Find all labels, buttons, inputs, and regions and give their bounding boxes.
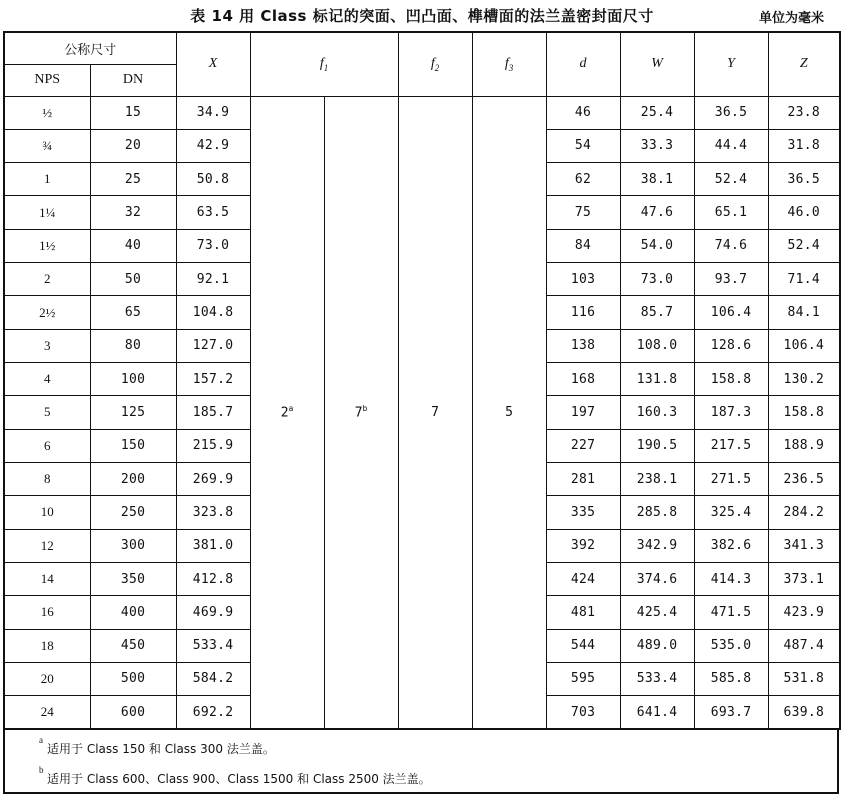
cell-z: 31.8	[768, 129, 840, 162]
cell-nps: 3	[4, 329, 90, 362]
unit-label: 单位为毫米	[758, 11, 824, 26]
cell-d: 62	[546, 163, 620, 196]
header-d: d	[546, 32, 620, 96]
footnote-a-text: 适用于 Class 150 和 Class 300 法兰盖。	[47, 742, 275, 756]
cell-d: 116	[546, 296, 620, 329]
cell-nps: 1¼	[4, 196, 90, 229]
cell-w: 489.0	[620, 629, 694, 662]
cell-dn: 450	[90, 629, 176, 662]
cell-dn: 150	[90, 429, 176, 462]
cell-w: 342.9	[620, 529, 694, 562]
header-f3-subscript: 3	[508, 62, 514, 73]
cell-w: 131.8	[620, 363, 694, 396]
header-nps: NPS	[4, 64, 90, 96]
footnote-b	[39, 765, 431, 787]
f3-value	[472, 96, 546, 729]
cell-dn: 25	[90, 163, 176, 196]
cell-w: 641.4	[620, 696, 694, 729]
cell-d: 84	[546, 229, 620, 262]
dimension-table	[3, 31, 841, 730]
cell-x: 533.4	[176, 629, 250, 662]
cell-nps: 5	[4, 396, 90, 429]
cell-y: 74.6	[694, 229, 768, 262]
cell-x: 584.2	[176, 662, 250, 695]
cell-z: 46.0	[768, 196, 840, 229]
f2-value	[398, 96, 472, 729]
cell-nps: 12	[4, 529, 90, 562]
cell-x: 269.9	[176, 462, 250, 495]
cell-w: 38.1	[620, 163, 694, 196]
f1-class-150-300-value-text: 2	[280, 405, 289, 421]
cell-z: 487.4	[768, 629, 840, 662]
header-y: Y	[694, 32, 768, 96]
cell-z: 531.8	[768, 662, 840, 695]
cell-x: 50.8	[176, 163, 250, 196]
f1-class-150-300-value	[250, 96, 324, 729]
cell-nps: 10	[4, 496, 90, 529]
cell-nps: 4	[4, 363, 90, 396]
cell-d: 595	[546, 662, 620, 695]
cell-w: 285.8	[620, 496, 694, 529]
cell-nps: 2	[4, 263, 90, 296]
cell-z: 52.4	[768, 229, 840, 262]
cell-y: 128.6	[694, 329, 768, 362]
cell-x: 381.0	[176, 529, 250, 562]
cell-dn: 32	[90, 196, 176, 229]
cell-nps: 2½	[4, 296, 90, 329]
cell-w: 25.4	[620, 96, 694, 129]
cell-z: 158.8	[768, 396, 840, 429]
cell-x: 157.2	[176, 363, 250, 396]
footnote-a	[39, 735, 275, 757]
cell-d: 703	[546, 696, 620, 729]
header-dn: DN	[90, 64, 176, 96]
cell-nps: 24	[4, 696, 90, 729]
f1-class-600-2500-value-footnote-mark: b	[362, 404, 368, 414]
cell-w: 108.0	[620, 329, 694, 362]
cell-d: 227	[546, 429, 620, 462]
header-z: Z	[768, 32, 840, 96]
cell-x: 215.9	[176, 429, 250, 462]
cell-y: 471.5	[694, 596, 768, 629]
footnotes	[3, 728, 839, 794]
cell-z: 71.4	[768, 263, 840, 296]
cell-d: 335	[546, 496, 620, 529]
cell-dn: 80	[90, 329, 176, 362]
cell-dn: 100	[90, 363, 176, 396]
header-f3-symbol: f	[504, 55, 509, 71]
cell-z: 130.2	[768, 363, 840, 396]
cell-w: 73.0	[620, 263, 694, 296]
cell-y: 93.7	[694, 263, 768, 296]
cell-d: 168	[546, 363, 620, 396]
cell-z: 106.4	[768, 329, 840, 362]
footnote-b-mark: b	[39, 765, 44, 775]
cell-dn: 125	[90, 396, 176, 429]
cell-x: 92.1	[176, 263, 250, 296]
cell-d: 424	[546, 562, 620, 595]
cell-nps: 1	[4, 163, 90, 196]
cell-w: 33.3	[620, 129, 694, 162]
footnote-b-text: 适用于 Class 600、Class 900、Class 1500 和 Class 2500 法兰盖。	[47, 772, 431, 786]
cell-y: 158.8	[694, 363, 768, 396]
cell-x: 34.9	[176, 96, 250, 129]
cell-x: 185.7	[176, 396, 250, 429]
cell-y: 585.8	[694, 662, 768, 695]
cell-nps: 20	[4, 662, 90, 695]
cell-w: 533.4	[620, 662, 694, 695]
header-f3	[472, 32, 546, 96]
cell-w: 425.4	[620, 596, 694, 629]
cell-z: 188.9	[768, 429, 840, 462]
cell-x: 127.0	[176, 329, 250, 362]
cell-x: 323.8	[176, 496, 250, 529]
cell-z: 284.2	[768, 496, 840, 529]
cell-nps: 6	[4, 429, 90, 462]
cell-dn: 200	[90, 462, 176, 495]
cell-d: 197	[546, 396, 620, 429]
cell-dn: 350	[90, 562, 176, 595]
table-row	[4, 96, 840, 129]
cell-nps: 16	[4, 596, 90, 629]
cell-w: 238.1	[620, 462, 694, 495]
footnote-a-mark: a	[39, 735, 43, 745]
cell-y: 535.0	[694, 629, 768, 662]
cell-z: 36.5	[768, 163, 840, 196]
cell-x: 412.8	[176, 562, 250, 595]
header-f1	[250, 32, 398, 96]
cell-d: 481	[546, 596, 620, 629]
cell-d: 54	[546, 129, 620, 162]
cell-w: 85.7	[620, 296, 694, 329]
cell-x: 63.5	[176, 196, 250, 229]
cell-z: 639.8	[768, 696, 840, 729]
header-row-1	[4, 32, 840, 64]
cell-y: 187.3	[694, 396, 768, 429]
cell-z: 23.8	[768, 96, 840, 129]
header-nominal-size: 公称尺寸	[4, 32, 176, 64]
cell-z: 373.1	[768, 562, 840, 595]
cell-w: 47.6	[620, 196, 694, 229]
cell-x: 469.9	[176, 596, 250, 629]
cell-nps: 8	[4, 462, 90, 495]
cell-dn: 40	[90, 229, 176, 262]
f1-class-600-2500-value-text: 7	[354, 405, 363, 421]
header-f2-symbol: f	[430, 55, 435, 71]
cell-y: 382.6	[694, 529, 768, 562]
cell-d: 392	[546, 529, 620, 562]
cell-d: 103	[546, 263, 620, 296]
cell-w: 160.3	[620, 396, 694, 429]
cell-nps: 1½	[4, 229, 90, 262]
header-x: X	[176, 32, 250, 96]
cell-y: 693.7	[694, 696, 768, 729]
cell-x: 42.9	[176, 129, 250, 162]
cell-dn: 250	[90, 496, 176, 529]
table-title: 表 14 用 Class 标记的突面、凹凸面、榫槽面的法兰盖密封面尺寸	[190, 7, 654, 25]
f2-value-text: 7	[431, 404, 439, 420]
table-body	[4, 96, 840, 729]
cell-dn: 20	[90, 129, 176, 162]
cell-w: 54.0	[620, 229, 694, 262]
cell-nps: 18	[4, 629, 90, 662]
cell-y: 52.4	[694, 163, 768, 196]
cell-z: 341.3	[768, 529, 840, 562]
cell-dn: 15	[90, 96, 176, 129]
cell-d: 281	[546, 462, 620, 495]
cell-z: 84.1	[768, 296, 840, 329]
f1-class-150-300-value-footnote-mark: a	[288, 404, 294, 414]
header-f1-symbol: f	[319, 55, 324, 71]
cell-d: 75	[546, 196, 620, 229]
header-f2-subscript: 2	[434, 62, 440, 73]
cell-x: 692.2	[176, 696, 250, 729]
cell-dn: 600	[90, 696, 176, 729]
cell-y: 414.3	[694, 562, 768, 595]
cell-w: 374.6	[620, 562, 694, 595]
f1-class-600-2500-value	[324, 96, 398, 729]
f3-value-text: 5	[505, 404, 513, 420]
cell-x: 104.8	[176, 296, 250, 329]
cell-y: 106.4	[694, 296, 768, 329]
cell-y: 44.4	[694, 129, 768, 162]
cell-nps: 14	[4, 562, 90, 595]
header-w: W	[620, 32, 694, 96]
cell-dn: 500	[90, 662, 176, 695]
cell-nps: ¾	[4, 129, 90, 162]
cell-dn: 300	[90, 529, 176, 562]
cell-z: 423.9	[768, 596, 840, 629]
cell-y: 36.5	[694, 96, 768, 129]
cell-d: 544	[546, 629, 620, 662]
header-f1-subscript: 1	[323, 62, 329, 73]
cell-y: 271.5	[694, 462, 768, 495]
header-f2	[398, 32, 472, 96]
cell-y: 325.4	[694, 496, 768, 529]
cell-y: 217.5	[694, 429, 768, 462]
title-row	[0, 0, 844, 32]
cell-y: 65.1	[694, 196, 768, 229]
cell-d: 138	[546, 329, 620, 362]
cell-x: 73.0	[176, 229, 250, 262]
cell-z: 236.5	[768, 462, 840, 495]
cell-dn: 65	[90, 296, 176, 329]
cell-nps: ½	[4, 96, 90, 129]
cell-d: 46	[546, 96, 620, 129]
cell-dn: 400	[90, 596, 176, 629]
cell-w: 190.5	[620, 429, 694, 462]
cell-dn: 50	[90, 263, 176, 296]
